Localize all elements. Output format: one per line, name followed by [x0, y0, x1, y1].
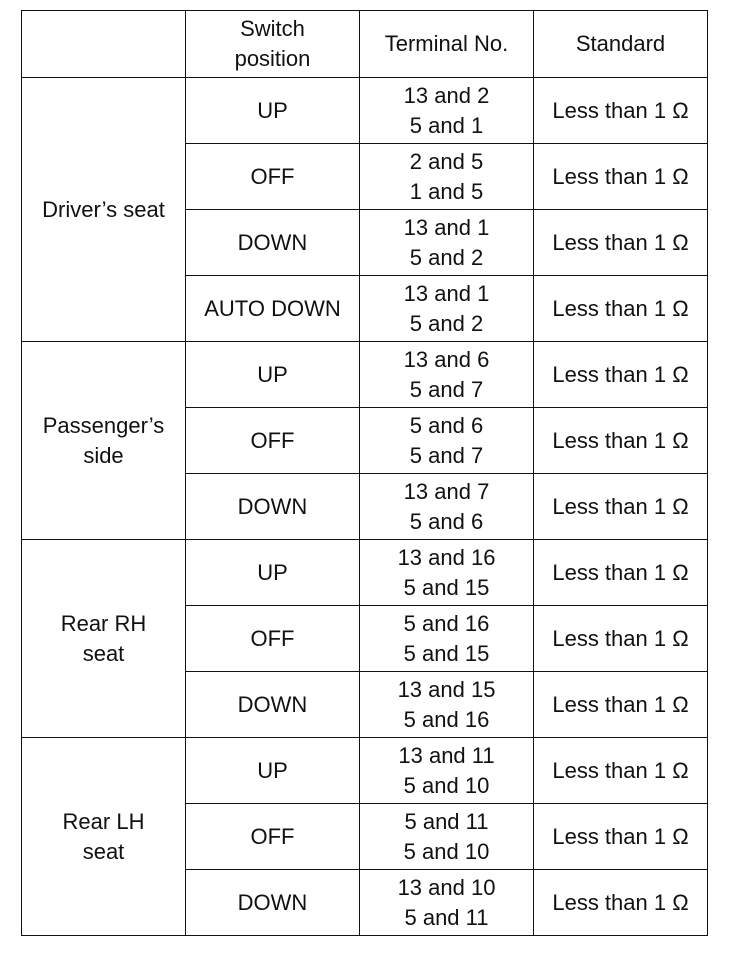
terminal-cell — [360, 804, 534, 870]
switch-position-cell: UP — [186, 342, 360, 408]
terminal-pair: 1 and 5 — [409, 178, 484, 204]
terminal-pair: 5 and 6 — [409, 508, 484, 534]
standard-cell: Less than 1 Ω — [534, 804, 708, 870]
terminal-pair: 13 and 7 — [403, 478, 490, 504]
switch-position-cell: DOWN — [186, 474, 360, 540]
terminal-pair: 5 and 11 — [404, 904, 489, 930]
header-switch-position-line2: position — [234, 46, 311, 71]
standard-cell: Less than 1 Ω — [534, 342, 708, 408]
terminal-pair: 5 and 10 — [403, 772, 490, 798]
seat-group-label-line: seat — [82, 640, 125, 666]
standard-cell: Less than 1 Ω — [534, 276, 708, 342]
header-terminal: Terminal No. — [360, 11, 534, 78]
terminal-cell — [360, 78, 534, 144]
switch-position-cell: OFF — [186, 408, 360, 474]
terminal-cell — [360, 342, 534, 408]
terminal-pair: 5 and 11 — [404, 808, 489, 834]
terminal-pair: 5 and 7 — [409, 376, 484, 402]
seat-group-label-line: Driver’s seat — [42, 196, 165, 222]
header-switch-position — [186, 11, 360, 78]
terminal-cell — [360, 210, 534, 276]
standard-cell: Less than 1 Ω — [534, 672, 708, 738]
terminal-cell — [360, 540, 534, 606]
terminal-pair: 5 and 2 — [409, 310, 484, 336]
switch-position-cell: UP — [186, 78, 360, 144]
terminal-pair: 5 and 16 — [403, 610, 490, 636]
terminal-pair: 13 and 2 — [403, 82, 490, 108]
terminal-cell — [360, 408, 534, 474]
switch-position-cell: OFF — [186, 804, 360, 870]
terminal-pair: 13 and 1 — [403, 214, 490, 240]
switch-position-cell: AUTO DOWN — [186, 276, 360, 342]
terminal-pair: 13 and 10 — [397, 874, 496, 900]
terminal-cell — [360, 870, 534, 936]
standard-cell: Less than 1 Ω — [534, 408, 708, 474]
terminal-pair: 5 and 2 — [409, 244, 484, 270]
seat-group-label — [22, 342, 186, 540]
terminal-pair: 13 and 6 — [403, 346, 490, 372]
terminal-cell — [360, 738, 534, 804]
switch-position-cell: DOWN — [186, 210, 360, 276]
terminal-pair: 5 and 6 — [409, 412, 484, 438]
seat-group-label-line: Rear LH — [62, 808, 145, 834]
standard-cell: Less than 1 Ω — [534, 78, 708, 144]
standard-cell: Less than 1 Ω — [534, 870, 708, 936]
standard-cell: Less than 1 Ω — [534, 540, 708, 606]
seat-group-label — [22, 78, 186, 342]
terminal-pair: 13 and 15 — [397, 676, 496, 702]
terminal-pair: 2 and 5 — [409, 148, 484, 174]
header-switch-position-line1: Switch — [240, 16, 305, 41]
table-row — [22, 342, 708, 408]
table-body — [22, 11, 708, 936]
switch-position-cell: DOWN — [186, 672, 360, 738]
terminal-pair: 5 and 7 — [409, 442, 484, 468]
terminal-pair: 13 and 16 — [397, 544, 496, 570]
switch-continuity-table — [21, 10, 708, 936]
terminal-pair: 5 and 15 — [403, 640, 490, 666]
table-row — [22, 738, 708, 804]
seat-group-label — [22, 540, 186, 738]
standard-cell: Less than 1 Ω — [534, 474, 708, 540]
terminal-cell — [360, 672, 534, 738]
header-standard: Standard — [534, 11, 708, 78]
standard-cell: Less than 1 Ω — [534, 210, 708, 276]
seat-group-label-line: Rear RH — [60, 610, 147, 636]
seat-group-label — [22, 738, 186, 936]
terminal-cell — [360, 144, 534, 210]
switch-position-cell: OFF — [186, 144, 360, 210]
terminal-pair: 5 and 10 — [403, 838, 490, 864]
switch-position-cell: OFF — [186, 606, 360, 672]
switch-position-cell: DOWN — [186, 870, 360, 936]
standard-cell: Less than 1 Ω — [534, 606, 708, 672]
switch-position-cell: UP — [186, 540, 360, 606]
header-row — [22, 11, 708, 78]
terminal-cell — [360, 474, 534, 540]
terminal-cell — [360, 276, 534, 342]
terminal-pair: 5 and 1 — [409, 112, 484, 138]
table-row — [22, 78, 708, 144]
seat-group-label-line: seat — [82, 838, 125, 864]
switch-position-cell: UP — [186, 738, 360, 804]
terminal-pair: 13 and 1 — [403, 280, 490, 306]
standard-cell: Less than 1 Ω — [534, 144, 708, 210]
seat-group-label-line: side — [83, 442, 124, 468]
header-group — [22, 11, 186, 78]
terminal-cell — [360, 606, 534, 672]
terminal-pair: 5 and 16 — [403, 706, 490, 732]
standard-cell: Less than 1 Ω — [534, 738, 708, 804]
table-row — [22, 540, 708, 606]
terminal-pair: 5 and 15 — [403, 574, 490, 600]
terminal-pair: 13 and 11 — [398, 742, 495, 768]
seat-group-label-line: Passenger’s — [42, 412, 165, 438]
